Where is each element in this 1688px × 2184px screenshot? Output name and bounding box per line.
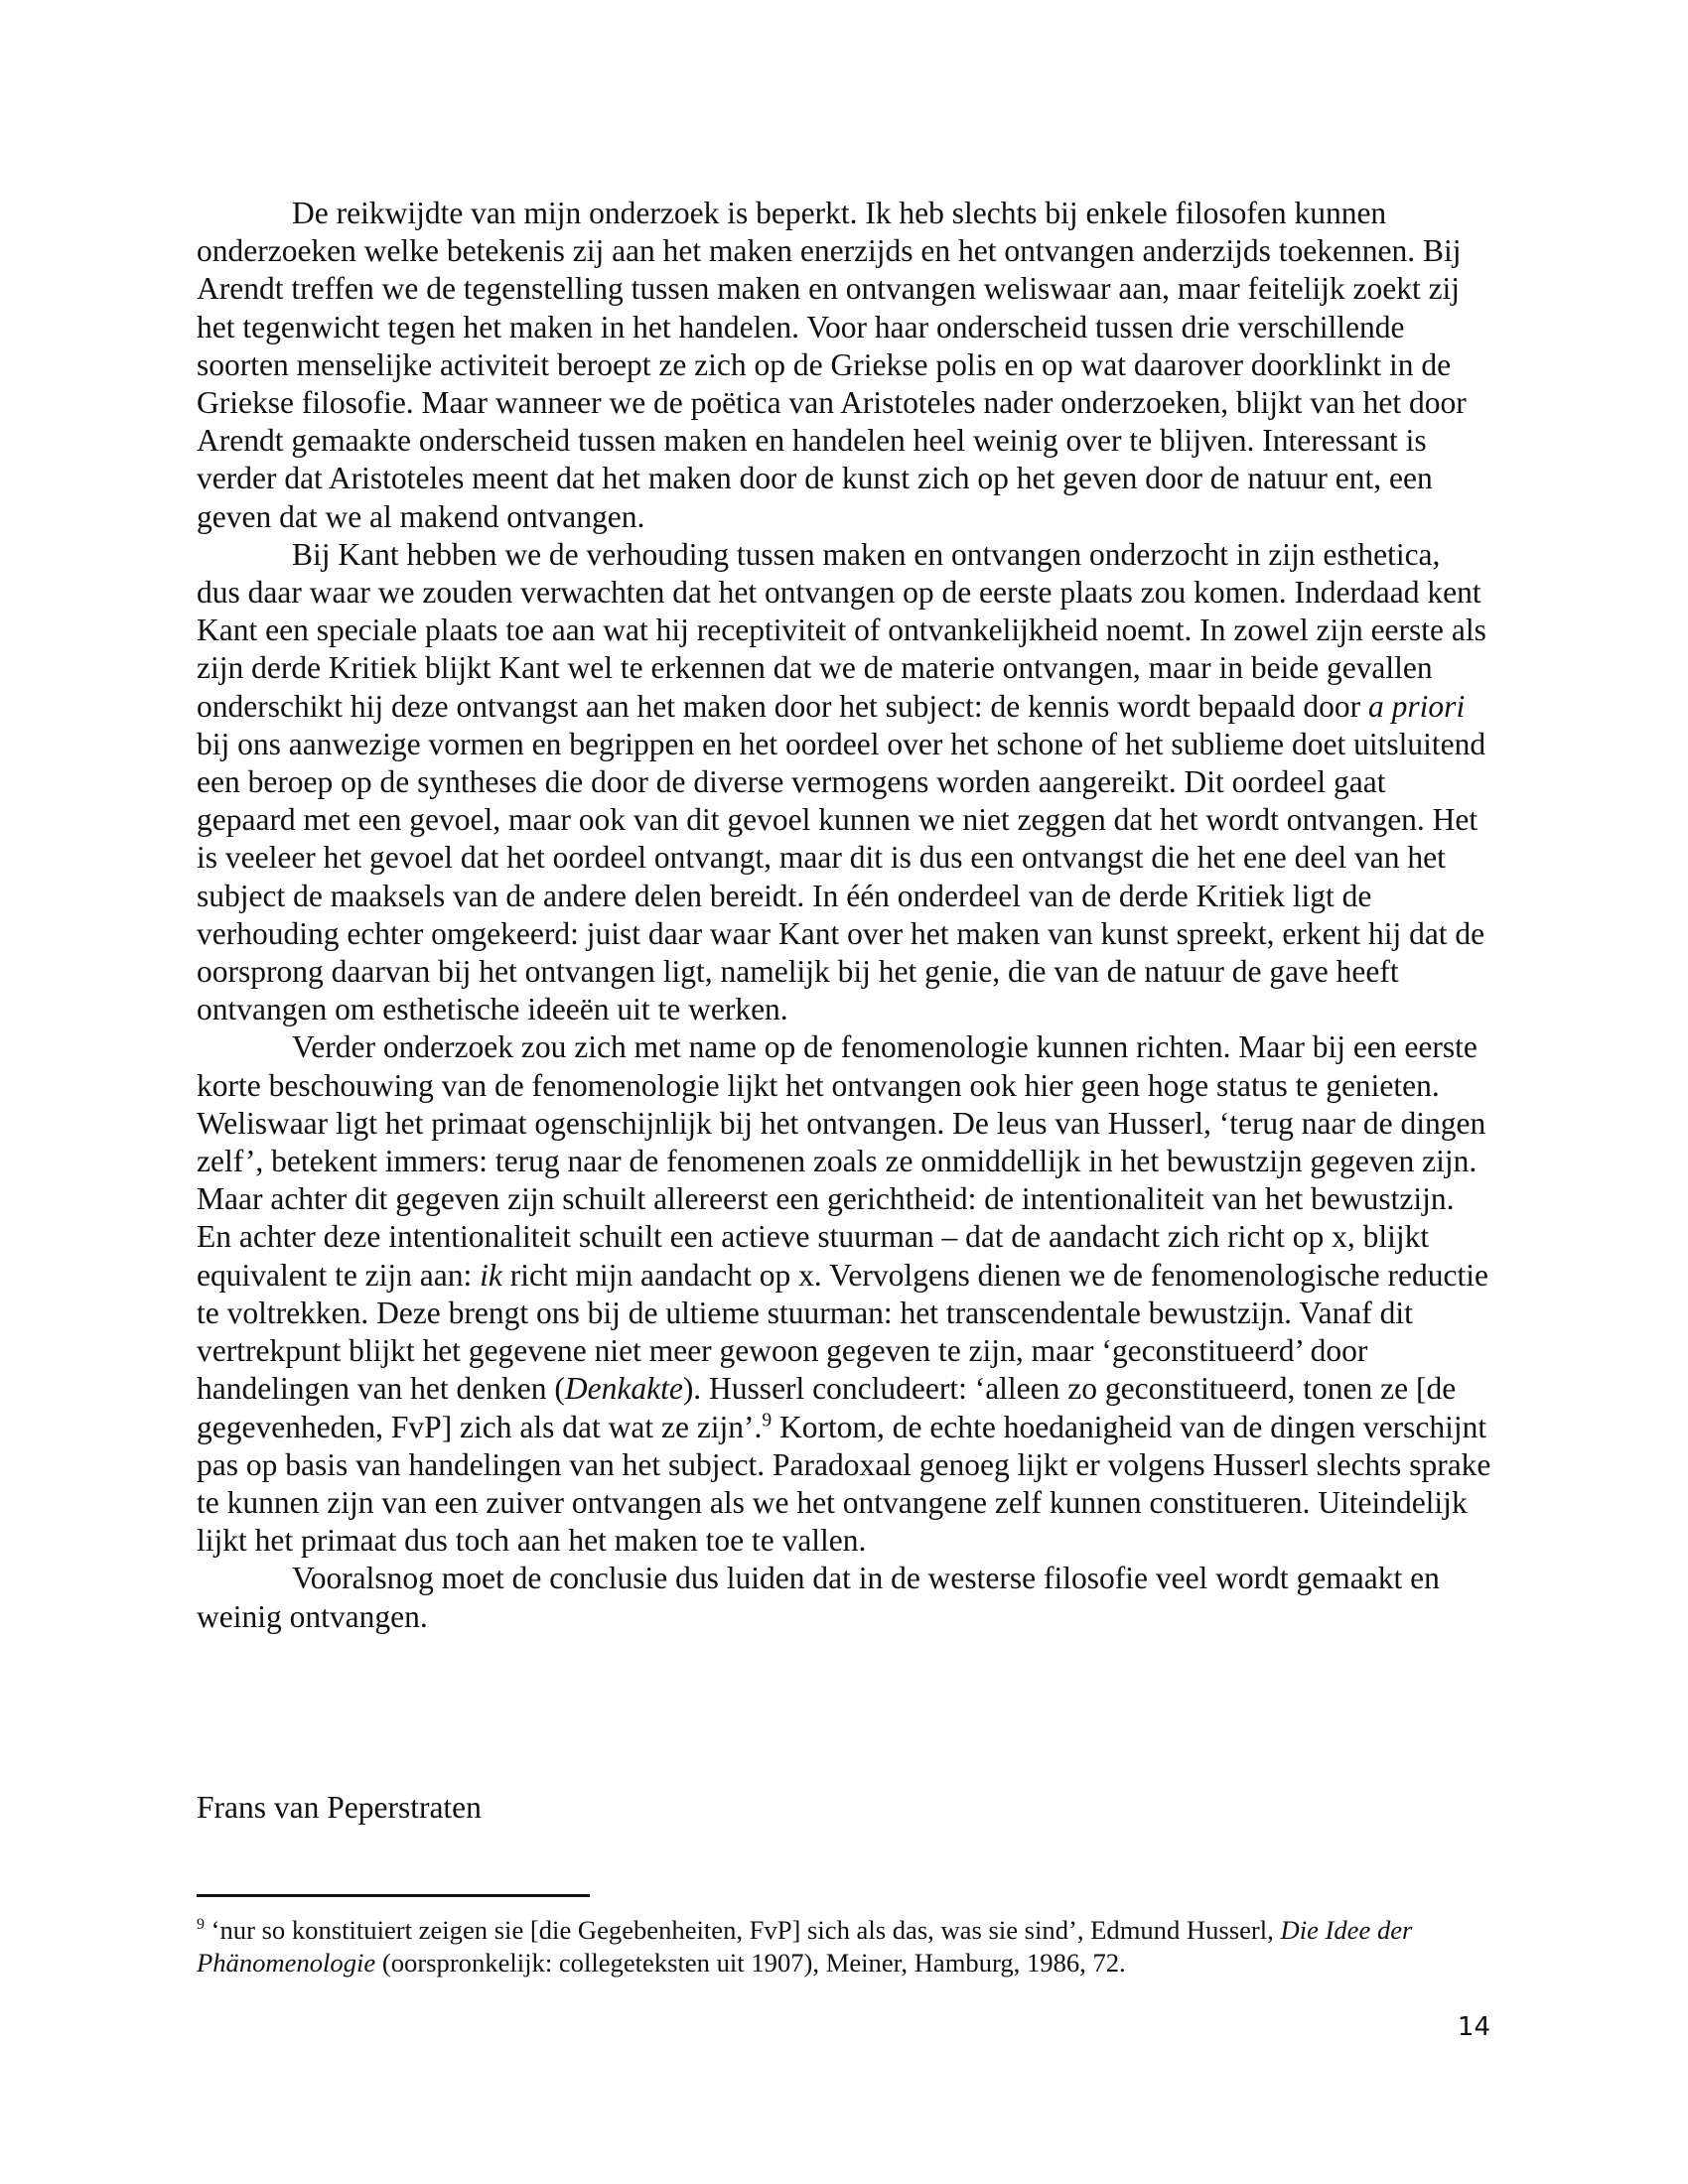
body-text [197, 195, 1491, 1636]
paragraph-conclusion [197, 1560, 1491, 1635]
paragraph-phenomenology-text-4: Kortom, de echte hoedanigheid van de dingen verschijnt pas op basis van handelingen van het subject. Paradoxaal genoeg lijkt er volgens Husserl slechts sprake te kunnen zijn van een zuiver ontvangen als we het ontvangene zelf kunnen constitueren. Uiteindelijk lijkt het primaat dus toch aan het maken toe te vallen. [197, 1409, 1491, 1559]
author-signature: Frans van Peperstraten [197, 1790, 482, 1825]
paragraph-phenomenology-text-2: richt mijn aandacht op x. Vervolgens dienen we de fenomenologische reductie te voltrekken. Deze brengt ons bij de ultieme stuurman: het transcendentale bewustzijn. Vanaf dit vertrekpunt blijkt het gegevene niet meer gewoon gegeven te zijn, maar ‘geconstitueerd’ door handelingen van het denken ( [197, 1257, 1488, 1407]
page-number: 14 [1457, 2012, 1490, 2042]
footnote-reference[interactable]: 9 [762, 1410, 773, 1431]
footnote-mark: 9 [197, 1916, 205, 1934]
footnote-separator [197, 1894, 590, 1897]
paragraph-kant-text-2: bij ons aanwezige vormen en begrippen en het oordeel over het schone of het sublieme doet uitsluitend een beroep op de syntheses die door de diverse vermogens worden aangereikt. Dit oordeel gaat gepaard met een gevoel, maar ook van dit gevoel kunnen we niet zeggen dat het wordt ontvangen. Het is veeleer het gevoel dat het oordeel ontvangt, maar dit is dus een ontvangst die het ene deel van het subject de maaksels van de andere delen bereidt. In één onderdeel van de derde Kritiek ligt de verhouding echter omgekeerd: juist daar waar Kant over het maken van kunst spreekt, erkent hij dat de oorsprong daarvan bij het ontvangen ligt, namelijk bij het genie, die van de natuur de gave heeft ontvangen om esthetische ideeën uit te werken. [197, 726, 1486, 1027]
paragraph-kant-text-1: Bij Kant hebben we de verhouding tussen maken en ontvangen onderzocht in zijn esthetica, dus daar waar we zouden verwachten dat het ontvangen op de eerste plaats zou komen. Inderdaad kent Kant een speciale plaats toe aan wat hij receptiviteit of ontvankelijkheid noemt. In zowel zijn eerste als zijn derde Kritiek blijkt Kant wel te erkennen dat we de materie ontvangen, maar in beide gevallen onderschikt hij deze ontvangst aan het maken door het subject: de kennis wordt bepaald door [197, 536, 1486, 724]
footnote [197, 1914, 1491, 1979]
paragraph-scope-text: De reikwijdte van mijn onderzoek is beperkt. Ik heb slechts bij enkele filosofen kunnen onderzoeken welke betekenis zij aan het maken enerzijds en het ontvangen anderzijds toekennen. Bij Arendt treffen we de tegenstelling tussen maken en ontvangen weliswaar aan, maar feitelijk zoekt zij het tegenwicht tegen het maken in het handelen. Voor haar onderscheid tussen drie verschillende soorten menselijke activiteit beroept ze zich op de Griekse polis en op wat daarover doorklinkt in de Griekse filosofie. Maar wanneer we de poëtica van Aristoteles nader onderzoeken, blijkt van het door Arendt gemaakte onderscheid tussen maken en handelen heel weinig over te blijven. Interessant is verder dat Aristoteles meent dat het maken door de kunst zich op het geven door de natuur ent, een geven dat we al makend ontvangen. [197, 196, 1467, 534]
italic-a-priori: a priori [1368, 688, 1466, 724]
paragraph-kant [197, 536, 1491, 1029]
paragraph-phenomenology [197, 1028, 1491, 1560]
italic-ik: ik [480, 1257, 502, 1293]
italic-denkakte: Denkakte [564, 1371, 683, 1407]
footnote-text-2: (oorspronkelijk: collegeteksten uit 1907), Meiner, Hamburg, 1986, 72. [375, 1947, 1126, 1978]
paragraph-phenomenology-text-3: ). Husserl concludeert: ‘alleen zo geconstitueerd, tonen ze [de gegevenheden, FvP] zich als dat wat ze zijn’. [197, 1371, 1457, 1444]
footnote-text-1: ‘nur so konstituiert zeigen sie [die Gegebenheiten, FvP] sich als das, was sie sind’, Edmund Husserl, [204, 1915, 1281, 1945]
paragraph-phenomenology-text-1: Verder onderzoek zou zich met name op de fenomenologie kunnen richten. Maar bij een eerste korte beschouwing van de fenomenologie lijkt het ontvangen ook hier geen hoge status te genieten. Weliswaar ligt het primaat ogenschijnlijk bij het ontvangen. De leus van Husserl, ‘terug naar de dingen zelf’, betekent immers: terug naar de fenomenen zoals ze onmiddellijk in het bewustzijn gegeven zijn. Maar achter dit gegeven zijn schuilt allereerst een gerichtheid: de intentionaliteit van het bewustzijn. En achter deze intentionaliteit schuilt een actieve stuurman – dat de aandacht zich richt op x, blijkt equivalent te zijn aan: [197, 1029, 1486, 1293]
footnote-book-title: Die Idee der Phänomenologie [197, 1915, 1413, 1978]
paragraph-conclusion-text: Vooralsnog moet de conclusie dus luiden dat in de westerse filosofie veel wordt gemaakt en weinig ontvangen. [197, 1561, 1440, 1634]
paragraph-scope [197, 195, 1491, 536]
